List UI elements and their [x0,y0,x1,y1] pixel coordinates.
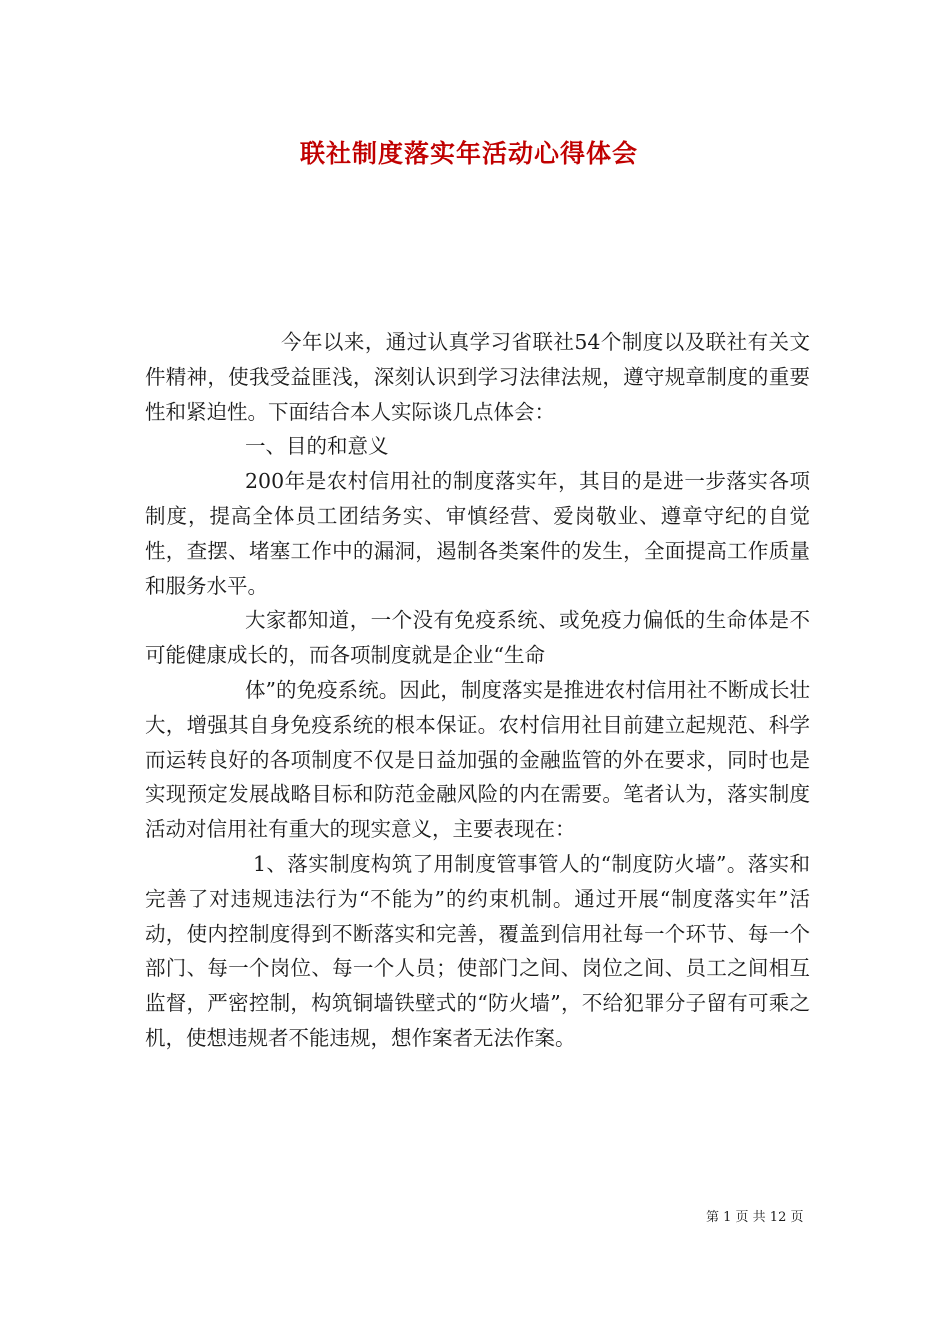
document-title: 联社制度落实年活动心得体会 [300,139,639,168]
document-body [145,325,810,1056]
paragraph-immune-system-continued: 体”的免疫系统。因此，制度落实是推进农村信用社不断成长壮大，增强其自身免疫系统的根本保证。农村信用社目前建立起规范、科学而运转良好的各项制度不仅是日益加强的金融监管的外在要求，同时也是实现预定发展战略目标和防范金融风险的内在需要。笔者认为，落实制度活动对信用社有重大的现实意义，主要表现在： [145,677,810,842]
paragraph-immune-system: 大家都知道，一个没有免疫系统、或免疫力偏低的生命体是不可能健康成长的，而各项制度就是企业“生命 [145,608,810,668]
paragraph-intro: 今年以来，通过认真学习省联社54个制度以及联社有关文件精神，使我受益匪浅，深刻认识到学习法律法规，遵守规章制度的重要性和紧迫性。下面结合本人实际谈几点体会： [145,330,810,424]
paragraph-point-1: 1、落实制度构筑了用制度管事管人的“制度防火墙”。落实和完善了对违规违法行为“不能为”的约束机制。通过开展“制度落实年”活动，使内控制度得到不断落实和完善，覆盖到信用社每一个环节、每一个部门、每一个岗位、每一个人员；使部门之间、岗位之间、员工之间相互监督，严密控制，构筑铜墙铁壁式的“防火墙”，不给犯罪分子留有可乘之机，使想违规者不能违规，想作案者无法作案。 [145,851,810,1050]
section-heading-purpose: 一、目的和意义 [245,434,389,459]
paragraph-purpose: 200年是农村信用社的制度落实年，其目的是进一步落实各项制度，提高全体员工团结务实、审慎经营、爱岗敬业、遵章守纪的自觉性，查摆、堵塞工作中的漏洞，遏制各类案件的发生，全面提高工作质量和服务水平。 [145,469,810,598]
page-number: 第 1 页 共 12 页 [706,1210,804,1225]
